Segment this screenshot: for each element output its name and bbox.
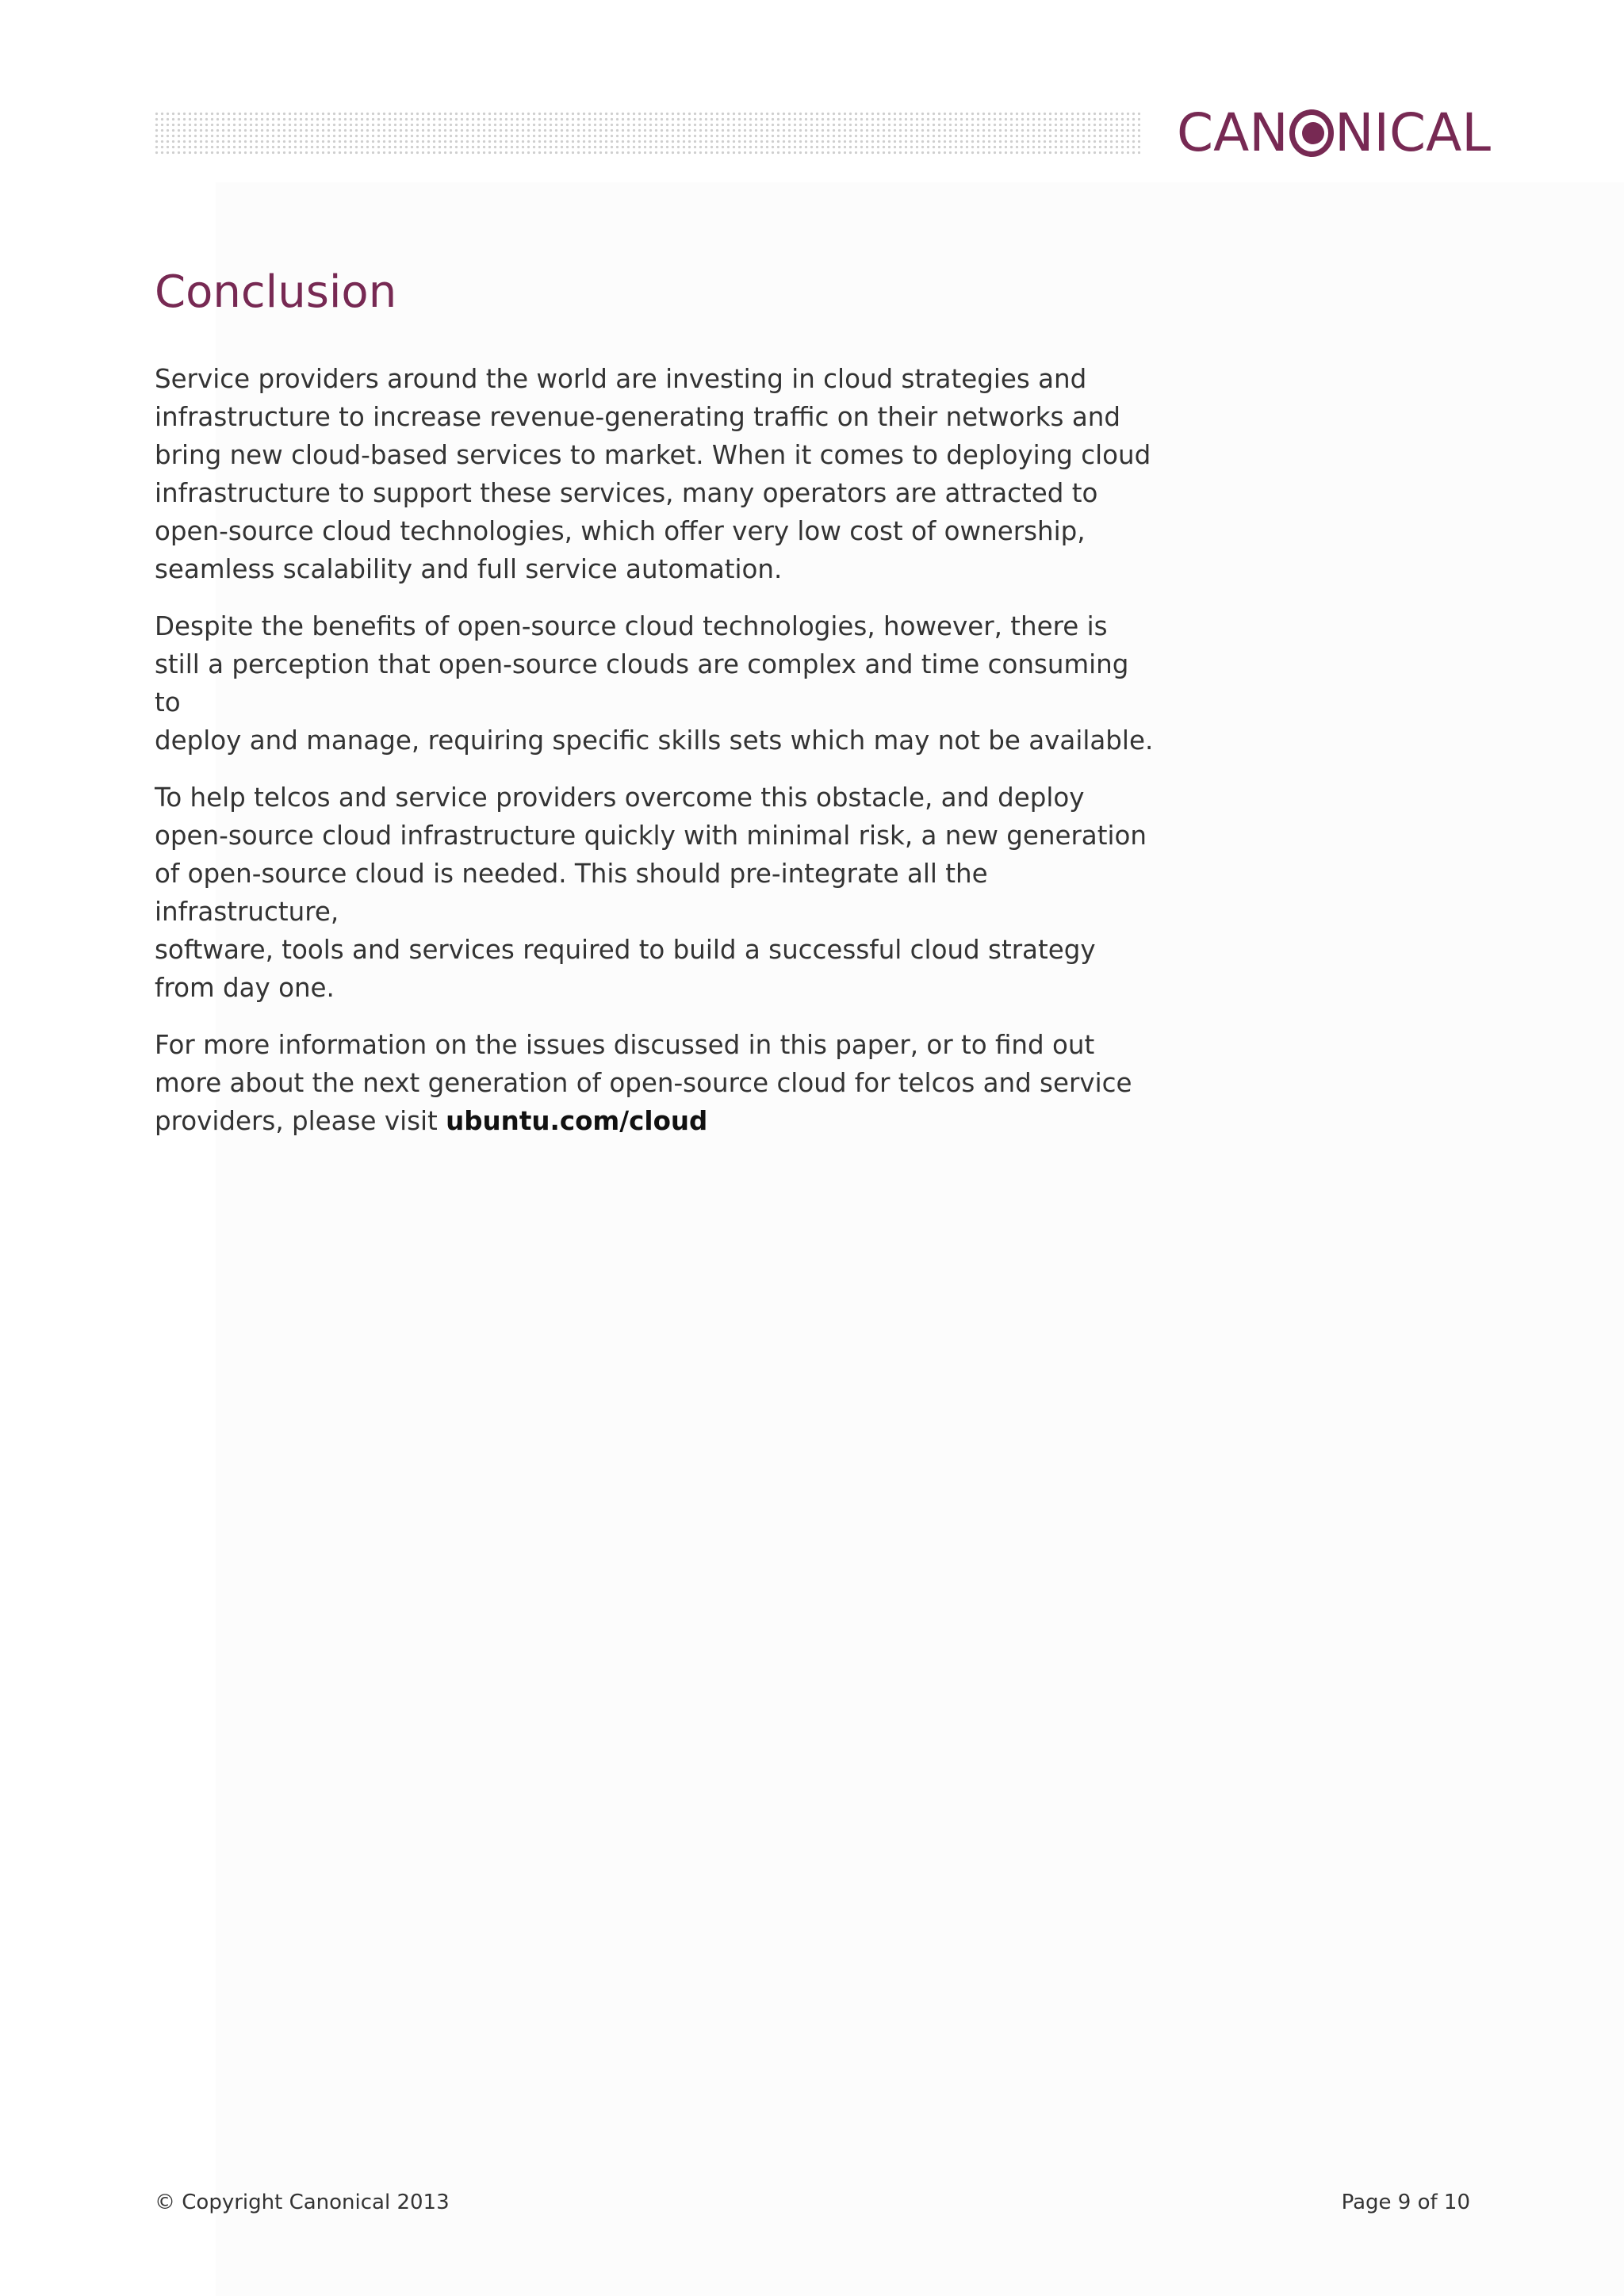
header-dot-pattern: [154, 111, 1140, 155]
canonical-logo: [1177, 104, 1491, 163]
paragraph-3: To help telcos and service providers overcome this obstacle, and deploy open-source cloud infrastructure quickly with minimal risk, a new generation of open-source cloud is needed. This should pre-integrate all the infrastructure, software, tools and services required to build a successful cloud strategy from day one.: [155, 783, 1147, 1003]
paragraph-4-text: For more information on the issues discussed in this paper, or to find out more about the next generation of open-source cloud for telcos and service providers, please visit: [155, 1030, 1132, 1136]
logo-text-start: CAN: [1177, 102, 1289, 163]
paragraph-1: Service providers around the world are investing in cloud strategies and infrastructure to increase revenue-generating traffic on their networks and bring new cloud-based services to market. When it comes to deploying cloud infrastructure to support these services, many operators are attracted to open-source cloud technologies, which offer very low cost of ownership, seamless scalability and full service automation.: [155, 364, 1151, 584]
logo-circle-icon: [1289, 109, 1335, 157]
paragraph-2: Despite the benefits of open-source cloud technologies, however, there is still a perception that open-source clouds are complex and time consuming to deploy and manage, requiring specific skills sets which may not be available.: [155, 611, 1154, 756]
cloud-link[interactable]: ubuntu.com/cloud: [446, 1106, 708, 1136]
page-title: Conclusion: [155, 266, 397, 318]
footer-copyright: © Copyright Canonical 2013: [155, 2191, 450, 2214]
footer-page-number: Page 9 of 10: [1341, 2191, 1470, 2214]
paragraph-4: [155, 1026, 1154, 1140]
logo-text-end: NICAL: [1335, 102, 1491, 163]
main-content: [155, 262, 1154, 1159]
